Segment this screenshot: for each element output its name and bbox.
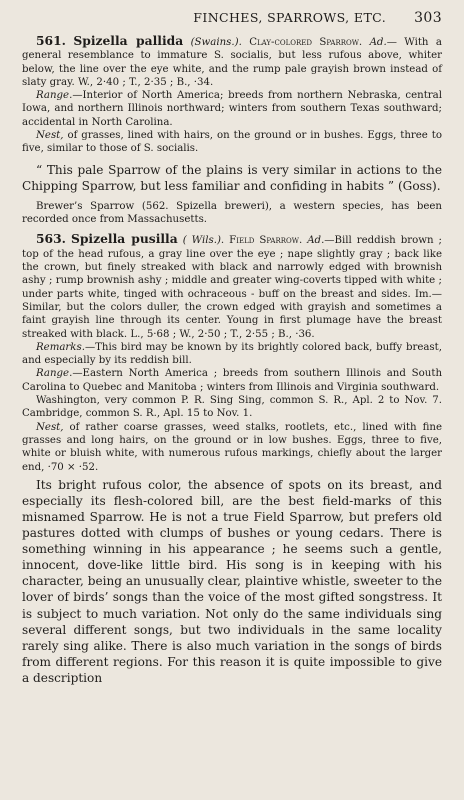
page-number: 303: [414, 10, 442, 26]
range-text: —Interior of North America; breeds from northern Nebraska, central Iowa, and northern Illinois northward; winters from southern Texas southward; accidental in North Carolina.: [22, 90, 442, 128]
nest-label: Nest,: [36, 421, 64, 433]
species-author: ( Wils.).: [182, 235, 225, 247]
species-author: (Swains.).: [190, 37, 242, 48]
species-name: Spizella pallida: [73, 33, 184, 48]
running-header: [22, 10, 442, 26]
nest-text: of rather coarse grasses, weed stalks, rootlets, etc., lined with fine grasses and long hairs, on the ground or in low bushes. Eggs, three to five, white or bluish white, with numerous rufous markings, chiefly about the larger end, ·70 × ·52.: [22, 421, 442, 473]
range-label: Range.: [36, 368, 73, 380]
narrative: [22, 477, 442, 686]
nest-text: of grasses, lined with hairs, on the ground or in bushes. Eggs, three to five, similar to those of S. socialis.: [22, 130, 442, 155]
nest-label: Nest,: [36, 130, 64, 142]
remarks-text: —This bird may be known by its brightly colored back, buffy breast, and especially by its reddish bill.: [22, 341, 442, 367]
adult-label: Ad.—: [307, 235, 335, 247]
range-label: Range.: [36, 90, 73, 102]
narrative-text: Its bright rufous color, the absence of spots on its breast, and especially its flesh-colored bill, are the best field-marks of this misnamed Sparrow. He is not a true Field Sparrow, but prefers old pastures dotted with clumps of bushes or young cedars. There is something winning in his appearance ; he seems such a gentle, innocent, dove-like little bird. His song is in keeping with his character, being an unusually clear, plaintive whistle, sweeter to the lover of birds’ songs than the voice of the most gifted songstress. It is subject to much variation. Not only do the same individuals sing several different songs, but two individuals in the same locality rarely sing alike. There is also much variation in the songs of birds from different regions. For this reason it is quite impossible to give a description: [22, 477, 442, 685]
entry-561: [22, 34, 442, 156]
remarks-label: Remarks.: [36, 341, 85, 353]
range-text: —Eastern North America ; breeds from southern Illinois and South Carolina to Quebec and Manitoba ; winters from Illinois and Virginia southward.: [22, 368, 442, 393]
quote-561: [22, 162, 442, 194]
entry-563: [22, 232, 442, 473]
brewers-text: Brewer’s Sparrow (562. Spizella breweri), a western species, has been recorded once from Massachusetts.: [22, 200, 442, 226]
quote-text: “ This pale Sparrow of the plains is very similar in actions to the Chipping Sparrow, but less familiar and confiding in habits ” (Goss).: [22, 162, 442, 193]
common-name: Field Sparrow.: [229, 235, 303, 247]
species-name: Spizella pusilla: [70, 231, 178, 247]
adult-label: Ad.—: [369, 37, 397, 48]
common-name: Clay-colored Sparrow.: [249, 37, 363, 48]
description: With a general resemblance to immature S. socialis, but less rufous above, whiter below, the line over the eye white, and the rump pale grayish brown instead of slaty gray. W., 2·40 ; T., 2·35 ; B., ·34.: [22, 37, 442, 88]
species-number: 561.: [36, 33, 66, 48]
description: Bill reddish brown ; top of the head rufous, a gray line over the eye ; nape slightly gray ; back like the crown, but finely streaked with black and narrowly edged with brownish ashy ; rump brownish ashy ; middle and greater wing-coverts tipped with white ; under parts white, tinged with ochraceous - buff on the breast and sides. Im.—Similar, but the colors duller, the crown edged with grayish and sometimes a faint grayish line through its center. Young in first plumage have the breast streaked with black. L., 5·68 ; W., 2·50 ; T., 2·55 ; B., ·36.: [22, 235, 442, 340]
species-number: 563.: [36, 231, 66, 247]
localities-text: Washington, very common P. R. Sing Sing, common S. R., Apl. 2 to Nov. 7. Cambridge, common S. R., Apl. 15 to Nov. 1.: [22, 395, 442, 420]
brewers-sparrow-note: [22, 200, 442, 227]
running-title: FINCHES, SPARROWS, ETC.: [193, 10, 387, 25]
